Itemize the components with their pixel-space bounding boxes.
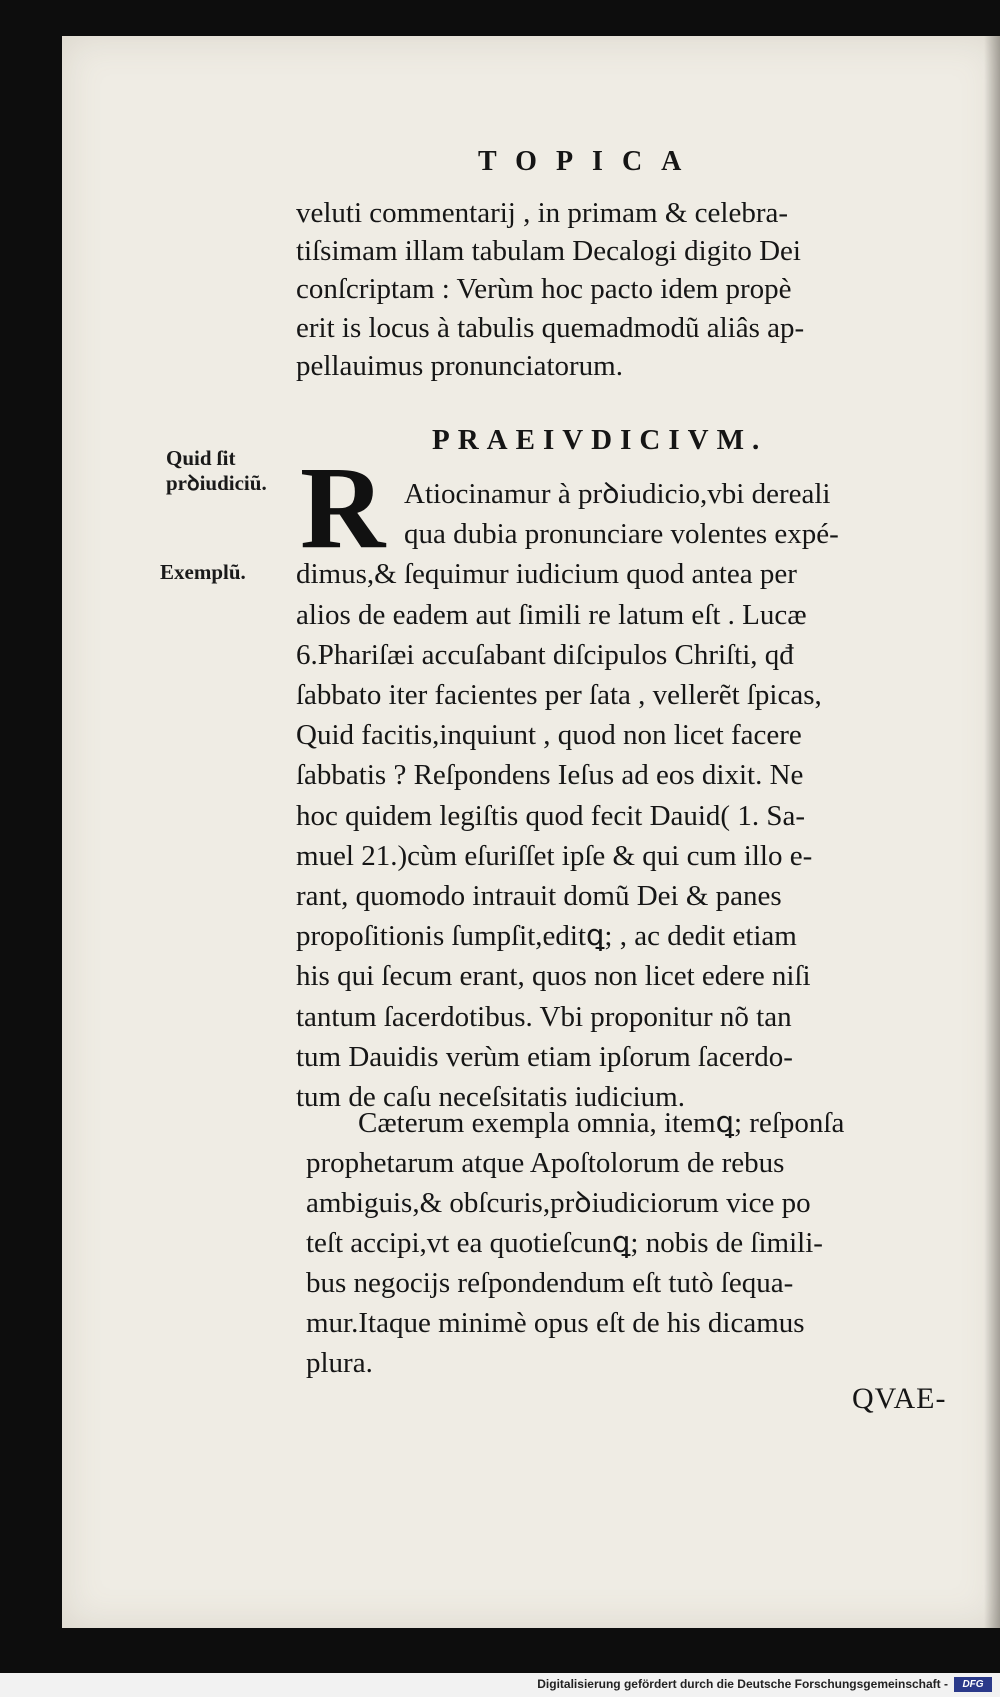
text-line: ſabbato iter facientes per ſata , vellerẽt ſpicas, [296,679,822,712]
funding-notice: Digitalisierung gefördert durch die Deutsche Forschungsgemeinschaft - [537,1677,948,1691]
text-line: Quid facitis,inquiunt , quod non licet facere [296,719,802,752]
margin-note-line: prꝺiudiciũ. [166,471,267,495]
text-line: tum Dauidis verùm etiam ipſorum ſacerdo- [296,1040,793,1073]
margin-note-line: Quid ſit [166,446,236,470]
text-line: veluti commentarij , in primam & celebra- [296,197,789,229]
text-line: tiſsimam illam tabulam Decalogi digito Dei [296,235,801,268]
text-line: conſcriptam : Verùm hoc pacto idem propè [296,273,792,306]
margin-note-line: Exemplũ. [160,560,246,584]
catchword: QVAE- [852,1382,947,1415]
text-line: alios de eadem aut ſimili re latum eſt . Lucæ [296,598,807,631]
text-line: his qui ſecum erant, quos non licet edere niſi [296,960,811,993]
text-line: hoc quidem legiſtis quod fecit Dauid( 1. Sa- [296,799,806,832]
text-line: propoſitionis ſumpſit,editꝗ; , ac dedit etiam [296,920,797,953]
paragraph-praeiudicium [296,474,996,1117]
text-line: erit is locus à tabulis quemadmodũ aliâs ap- [296,311,805,344]
text-line: mur.Itaque minimè opus eſt de his dicamus [306,1307,805,1339]
margin-note-definition [166,446,267,496]
text-line: Cæterum exempla omnia, itemꝗ; reſponſa [358,1107,845,1139]
footer-bar [0,1673,1000,1697]
text-line: ambiguis,& obſcuris,prꝺiudiciorum vice po [306,1187,811,1219]
opening-text-block [296,194,996,385]
text-line: tum de caſu neceſsitatis iudicium. [296,1081,685,1114]
text-line: ſabbatis ? Reſpondens Ieſus ad eos dixit. Ne [296,759,804,792]
dfg-logo-icon: DFG [954,1677,992,1692]
text-line: muel 21.)cùm eſuriſſet ipſe & qui cum illo e- [296,839,813,872]
text-line: qua dubia pronunciare volentes expé- [404,518,839,551]
text-line: plura. [306,1347,373,1379]
text-line: tantum ſacerdotibus. Vbi proponitur nõ tan [296,1000,792,1033]
text-line: bus negocijs reſpondendum eſt tutò ſequa- [306,1267,794,1299]
text-line: prophetarum atque Apoſtolorum de rebus [306,1147,785,1179]
text-line: pellauimus pronunciatorum. [296,349,623,382]
drop-cap: R [300,442,386,573]
text-line: dimus,& ſequimur iudicium quod antea per [296,558,797,591]
running-head: TOPICA [478,146,701,177]
section-title: PRAEIVDICIVM. [432,424,768,456]
paragraph-exempla [306,1103,996,1383]
margin-note-example [160,560,246,585]
text-line: 6.Phariſæi accuſabant diſcipulos Chriſti, qđ [296,638,794,671]
text-line: rant, quomodo intrauit domũ Dei & panes [296,880,782,913]
text-line: Atiocinamur à prꝺiudicio,vbi dereali [404,478,831,510]
text-line: teſt accipi,vt ea quotieſcunꝗ; nobis de ſimili- [306,1227,823,1259]
